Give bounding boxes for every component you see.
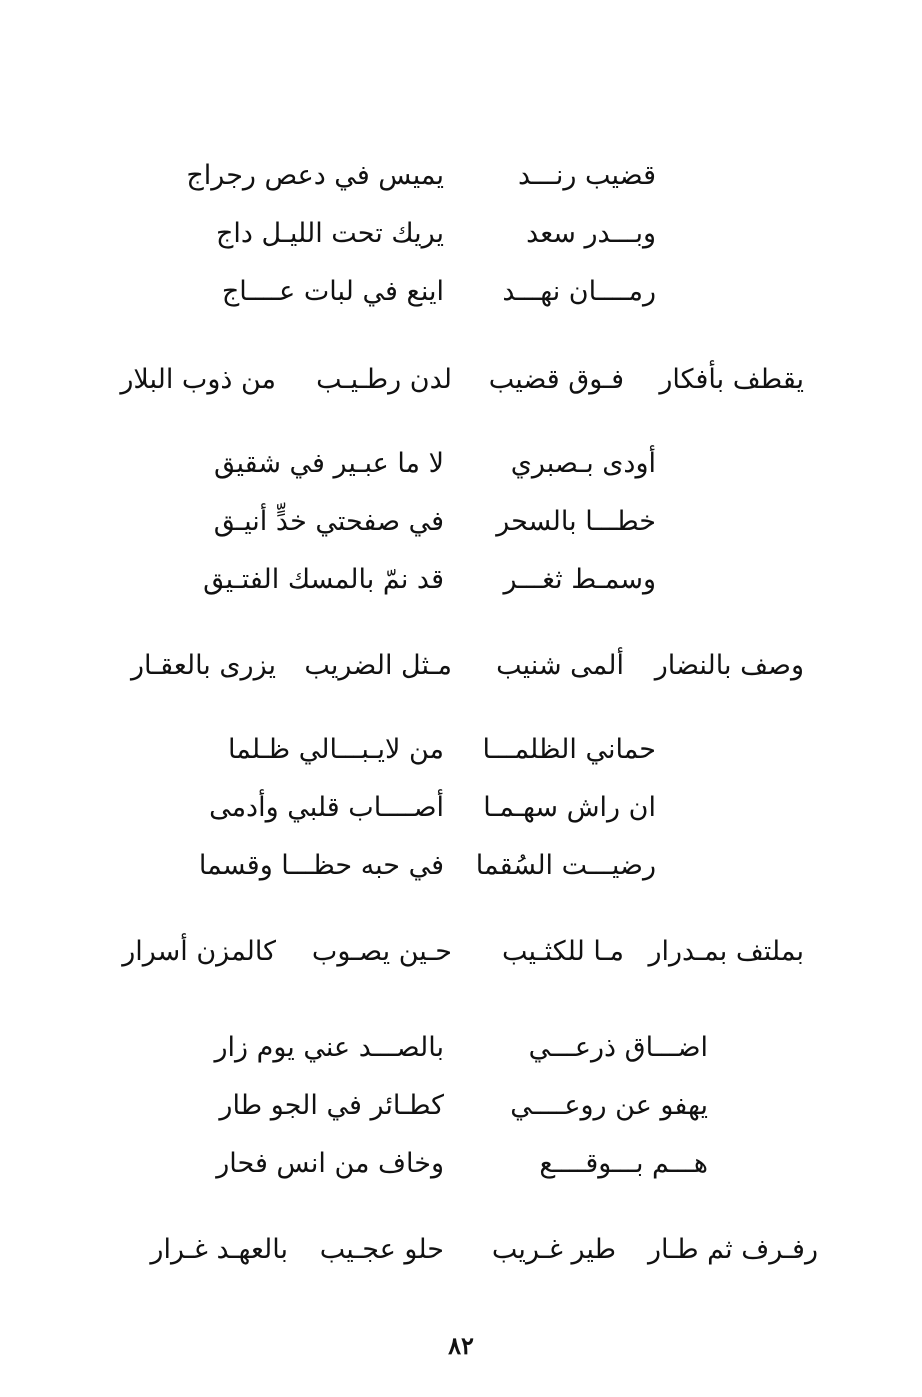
refrain-part: حـين يصـوب [311, 936, 452, 967]
verse-line [0, 556, 922, 604]
verse-hemistich-second: في حبه حظـــا وقسما [198, 850, 444, 881]
verse-hemistich-second: لا ما عبـير في شقيق [214, 448, 444, 479]
verse-hemistich-second: بالصـــد عني يوم زار [214, 1032, 444, 1063]
verse-line [0, 726, 922, 774]
verse-hemistich-second: وخاف من انس فحار [216, 1148, 444, 1179]
verse-line [0, 784, 922, 832]
verse-hemistich-second: يميس في دعص رجراج [186, 160, 444, 191]
verse-hemistich-second: قد نمّ بالمسك الفتـيق [203, 564, 444, 595]
verse-hemistich-second: كطـائر في الجو طار [219, 1090, 444, 1121]
refrain-part: لدن رطـيـب [316, 364, 452, 395]
refrain-part: وصف بالنضار [654, 650, 804, 681]
verse-line [0, 152, 922, 200]
page-number: ٨٢ [448, 1331, 474, 1360]
verse-line [0, 440, 922, 488]
verse-line [0, 268, 922, 316]
refrain-part: يقطف بأفكار [659, 364, 804, 395]
refrain-part: طير غـريب [491, 1234, 616, 1265]
verse-hemistich-first: قضيب رنـــد [517, 160, 656, 191]
verse-hemistich-first: رضيـــت السُقما [475, 850, 656, 881]
refrain-part: ألمى شنيب [496, 650, 624, 681]
verse-hemistich-first: وسمـط ثغـــر [503, 564, 656, 595]
verse-hemistich-first: هـــم بـــوقــــع [539, 1148, 708, 1179]
verse-line [0, 842, 922, 890]
verse-hemistich-first: ان راش سهـمـا [483, 792, 656, 823]
refrain-part: فـوق قضيب [488, 364, 624, 395]
verse-line [0, 1082, 922, 1130]
refrain-part: حلو عجـيب [319, 1234, 444, 1265]
refrain-line [0, 356, 922, 404]
refrain-part: رفـرف ثم طـار [647, 1234, 818, 1265]
verse-hemistich-first: رمــــان نهـــد [502, 276, 656, 307]
verse-hemistich-second: أصــــاب قلبي وأدمى [209, 792, 444, 823]
refrain-part: من ذوب البلار [120, 364, 276, 395]
verse-line [0, 498, 922, 546]
verse-hemistich-second: في صفحتي خدٍّ أنيـق [213, 506, 444, 537]
refrain-part: كالمزن أسرار [122, 936, 276, 967]
verse-line [0, 1140, 922, 1188]
refrain-line [0, 1226, 922, 1274]
refrain-line [0, 642, 922, 690]
verse-hemistich-second: يريك تحت الليـل داج [215, 218, 444, 249]
verse-hemistich-first: حماني الظلمـــا [482, 734, 656, 765]
refrain-part: مـثل الضريب [304, 650, 452, 681]
refrain-part: بالعهـد غـرار [150, 1234, 288, 1265]
verse-hemistich-second: من لايـبـــالي ظـلما [227, 734, 444, 765]
verse-hemistich-first: خطـــا بالسحر [496, 506, 656, 537]
verse-line [0, 210, 922, 258]
refrain-part: بملتف بمـدرار [648, 936, 804, 967]
verse-hemistich-second: اينع في لبات عــــاج [221, 276, 444, 307]
verse-hemistich-first: اضـــاق ذرعـــي [528, 1032, 708, 1063]
refrain-part: مـا للكثـيب [502, 936, 624, 967]
verse-hemistich-first: يهفو عن روعــــي [510, 1090, 708, 1121]
verse-hemistich-first: وبـــدر سعد [526, 218, 656, 249]
verse-line [0, 1024, 922, 1072]
verse-hemistich-first: أودى بـصبري [510, 448, 656, 479]
refrain-part: يزرى بالعقـار [131, 650, 276, 681]
refrain-line [0, 928, 922, 976]
